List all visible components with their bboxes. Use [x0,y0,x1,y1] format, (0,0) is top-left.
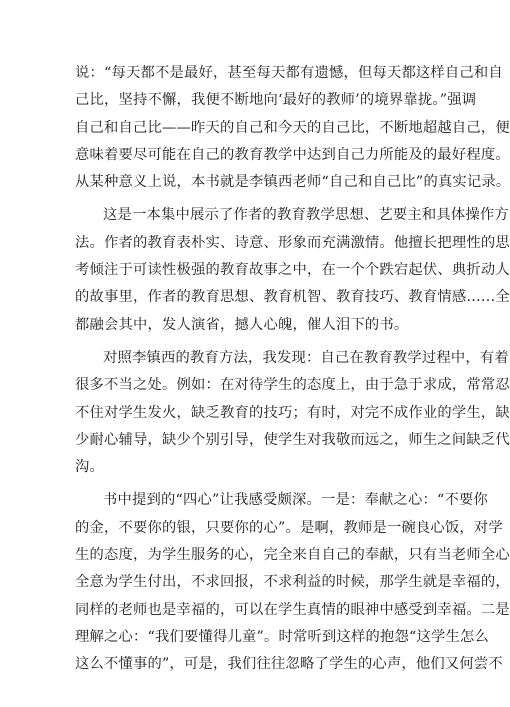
text-line: 考倾注于可读性极强的教育故事之中，在一个个跌宕起伏、典折动人 [75,262,510,279]
text-line: 对照李镇西的教育方法，我发现：自己在教育教学过程中，有着 [103,349,509,366]
text-line: 少耐心辅导，缺少个别引导，使学生对我敬而远之，师生之间缺乏代 [75,431,510,448]
paragraph [75,60,510,196]
text-line: 法。作者的教育表朴实、诗意、形象而充满激情。他擅长把理性的思 [75,234,510,251]
text-line: 不住对学生发火，缺乏教育的技巧；有时，对完不成作业的学生，缺 [75,404,510,421]
text-line: 的金，不要你的银，只要你的心”。是啊，教师是一碗良心饭，对学 [75,519,503,536]
document-body [75,60,510,679]
paragraph [75,487,510,678]
text-line: 都融会其中，发人演省，撼人心魄，催人泪下的书。 [75,316,409,333]
paragraph [75,202,510,338]
text-line: 这是一本集中展示了作者的教育教学思想、艺要主和具体操作方 [103,207,509,224]
text-line: 己比，坚持不懈，我便不断地向‘最好的教师’的境界靠拢。”强调 [75,92,477,109]
text-line: 的故事里，作者的教育思想、教育机智、教育技巧、教育情感……全 [75,289,510,306]
text-line: 意味着要尽可能在自己的教育教学中达到自己力所能及的最好程度。 [75,146,510,163]
text-line: 很多不当之处。例如：在对待学生的态度上，由于急于求成，常常忍 [75,377,510,394]
text-line: 书中提到的“四心”让我感受颇深。一是：奉献之心：“不要你 [103,492,488,509]
paragraph [75,345,510,481]
text-line: 全意为学生付出，不求回报，不求利益的时候，那学生就是幸福的， [75,574,510,591]
text-line: 说：“每天都不是最好，甚至每天都有遗憾，但每天都这样自己和自 [75,65,503,81]
text-line: 从某种意义上说，本书就是李镇西老师“自己和自己比”的真实记录。 [75,174,510,191]
text-line: 生的态度，为学生服务的心，完全来自自己的奉献，只有当老师全心 [75,547,510,564]
text-line: 沟。 [75,459,104,476]
text-line: 这么不懂事的”，可是，我们往往忽略了学生的心声，他们又何尝不 [75,656,503,673]
text-line: 同样的老师也是幸福的，可以在学生真情的眼神中感受到幸福。二是 [75,601,510,618]
text-line: 自己和自己比——昨天的自己和今天的自己比，不断地超越自己，便 [75,119,510,136]
text-line: 理解之心：“我们要懂得儿童”。时常听到这样的抱怨“这学生怎么 [75,628,489,645]
